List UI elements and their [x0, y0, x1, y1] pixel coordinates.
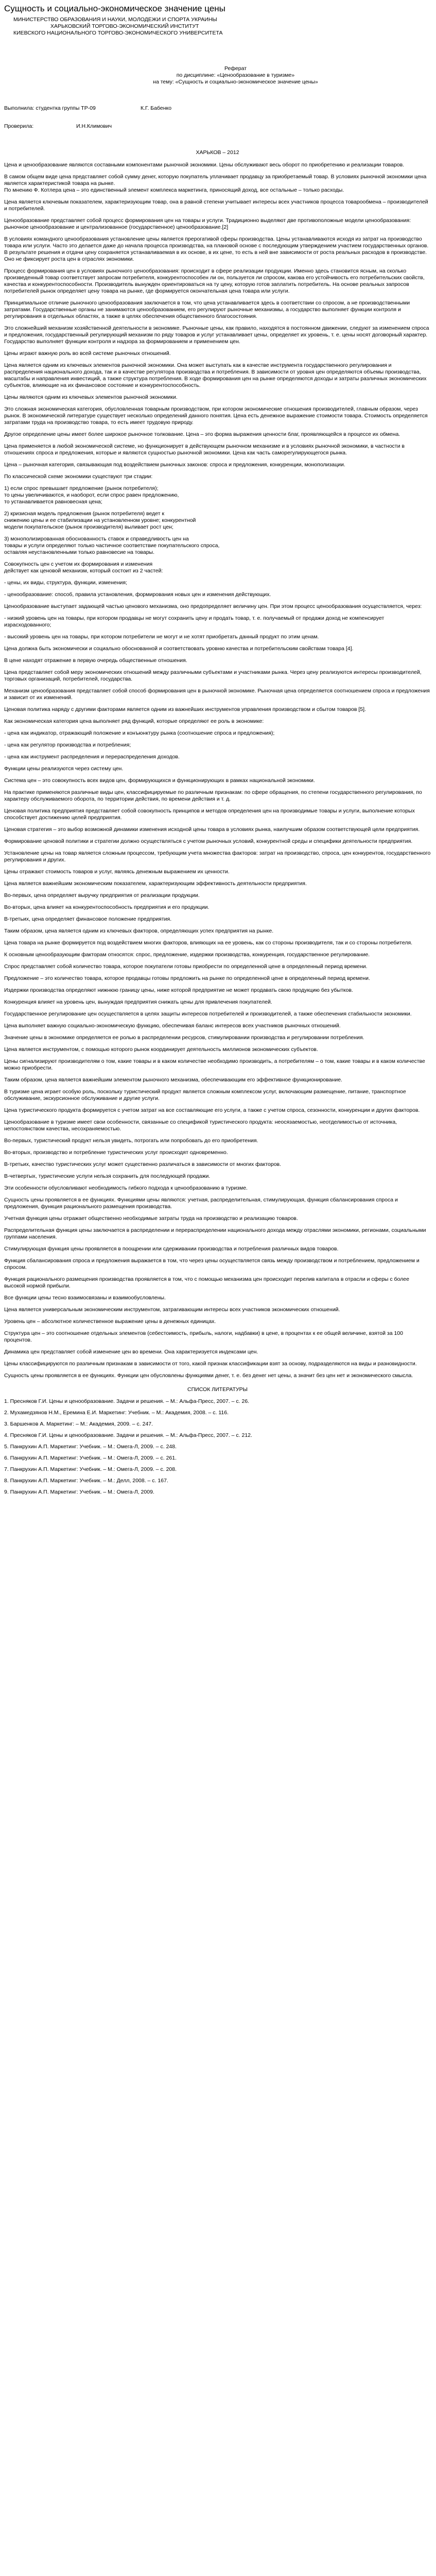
- body-paragraph: Цена должна быть экономически и социально обоснованной и соответствовать уровню качества и потребительским свойствам товара [4].: [4, 646, 354, 652]
- reference-item: 2. Мухамедзянов Н.М., Еремина Е.И. Маркетинг: Учебник. – М.: Академия, 2008. – с. 116.: [4, 1410, 229, 1416]
- body-paragraph: Конкуренция влияет на уровень цен, вынуждая предприятия снижать цены для привлечения покупателей.: [4, 999, 272, 1005]
- reference-item: 7. Панкрухин А.П. Маркетинг: Учебник. – М.: Омега-Л, 2009. – с. 208.: [4, 1466, 177, 1472]
- body-paragraph: - ценообразование: способ, правила установления, формирования новых цен и изменения действующих.: [4, 591, 271, 598]
- body-paragraph: Другое определение цены имеет более широкое рыночное толкование. Цена – это форма выражения ценности благ, проявляющейся в процессе их обмена.: [4, 431, 400, 437]
- references-title: СПИСОК ЛИТЕРАТУРЫ: [187, 1386, 248, 1393]
- performed-label: Выполнила: студентка группы ТР-09: [4, 105, 96, 111]
- body-paragraph: Таким образом, цена является важнейшим элементом рыночного механизма, обеспечивающим его эффективное функционирование.: [4, 1077, 342, 1083]
- body-paragraph: Цены классифицируются по различным признакам в зависимости от того, какой признак классификации взят за основу, подразделяются на виды и разновидности.: [4, 1361, 417, 1367]
- body-paragraph: Цена выполняет важную социально-экономическую функцию, обеспечивая баланс интересов всех участников рыночных отношений.: [4, 1023, 341, 1029]
- body-paragraph: В туризме цена играет особую роль, поскольку туристический продукт является сложным комплексом услуг, включающим размещение, питание, транспортное обслуживание, экскурсионное обслуживание и другие услуги.: [4, 1089, 406, 1101]
- body-paragraph: Цена применяется в любой экономической системе, но функционирует в действующем рыночном механизме и в условиях рыночной экономики, в частности в отношениях спроса и предложения, которые и являются сущностью рыночной экономики. Цена как часть саморегулирующегося рынка.: [4, 443, 405, 456]
- body-paragraph: Ценообразование представляет собой процесс формирования цен на товары и услуги. Традиционно выделяют две противоположные модели ценообразования: рыночное ценообразование и централизованное (государственное) ценообразование.[2]: [4, 217, 411, 230]
- body-paragraph: В самом общем виде цена представляет собой сумму денег, которую покупатель уплачивает продавцу за приобретаемый товар. В условиях рыночной экономики цена является характеристикой товара на рынке. По мнению Ф. Котлера цена – это единственный элемент комплекса маркетинга, приносящий доход, все остальные – только расходы.: [4, 174, 427, 193]
- body-paragraph: Все функции цены тесно взаимосвязаны и взаимообусловлены.: [4, 1295, 166, 1301]
- body-paragraph: Учетная функция цены отражает общественно необходимые затраты труда на производство и реализацию товаров.: [4, 1215, 298, 1222]
- body-paragraph: Динамика цен представляет собой изменение цен во времени. Она характеризуется индексами цен.: [4, 1349, 258, 1355]
- body-paragraph: Функция сбалансирования спроса и предложения выражается в том, что через цены осуществляется связь между производством и потреблением, предложением и спросом.: [4, 1258, 420, 1270]
- body-paragraph: Принципиальное отличие рыночного ценообразования заключается в том, что цена устанавливается здесь в соответствии со спросом, а не производственными затратами. Государственные органы не занимаются ценообразованием, его регулируют рыночные механизмы, а государство выполняет функции контроля и регулирования в отдельных областях, а также в целях обеспечения общественного благосостояния.: [4, 300, 410, 319]
- body-paragraph: Ценообразование в туризме имеет свои особенности, связанные со спецификой туристического продукта: неосязаемостью, неотделимостью от источника, непостоянством качества, несохраняемостью.: [4, 1119, 397, 1132]
- body-paragraph: Издержки производства определяют нижнюю границу цены, ниже которой предприятие не может продавать свою продукцию без убытков.: [4, 987, 353, 993]
- performed-value: К.Г. Бабенко: [141, 105, 172, 111]
- body-paragraph: Уровень цен – абсолютное количественное выражение цены в денежных единицах.: [4, 1318, 216, 1325]
- body-paragraph: Цена товара на рынке формируется под воздействием многих факторов, влияющих на ее уровень, как со стороны производителя, так и со стороны потребителя.: [4, 940, 413, 946]
- body-paragraph: Механизм ценообразования представляет собой способ формирования цен в рыночной экономике. Рыночная цена определяется соотношением спроса и предложения и зависит от их изменений.: [4, 688, 430, 701]
- body-paragraph: - низкий уровень цен на товары, при котором продавцы не могут сохранить цену и продать товар, т. е. получаемый от продажи доход не компенсирует израсходованного;: [4, 615, 385, 628]
- header-line-university: КИЕВСКОГО НАЦИОНАЛЬНОГО ТОРГОВО-ЭКОНОМИЧЕСКОГО УНИВЕРСИТЕТА: [13, 30, 223, 36]
- body-paragraph: - цена как инструмент распределения и перераспределения доходов.: [4, 754, 180, 760]
- topic-line: на тему: «Сущность и социально-экономическое значение цены»: [153, 79, 318, 85]
- body-paragraph: Спрос представляет собой количество товара, которое покупатели готовы приобрести по определенной цене в определенный период времени.: [4, 963, 368, 970]
- body-paragraph: Совокупность цен с учетом их формирования и изменения действует как ценовой механизм, который состоит из 2 частей:: [4, 561, 163, 574]
- page-title: Сущность и социально-экономическое значение цены: [4, 4, 225, 13]
- body-paragraph: Цена является универсальным экономическим инструментом, затрагивающим интересы всех участников экономических отношений.: [4, 1307, 340, 1313]
- body-paragraph: По классической схеме экономики существуют три стадии:: [4, 473, 153, 480]
- body-paragraph: В-третьих, цена определяет финансовое положение предприятия.: [4, 916, 172, 922]
- body-paragraph: Во-первых, цена определяет выручку предприятия от реализации продукции.: [4, 892, 200, 899]
- body-paragraph: 2) кризисная модель предложения (рынок потребителя) ведет к снижению цены и ее стабилизации на установленном уровне; конкурентной модели покупательское (рынок производителя) выливает рост цен;: [4, 511, 196, 530]
- reference-item: 5. Панкрухин А.П. Маркетинг: Учебник. – М.: Омега-Л, 2009. – с. 248.: [4, 1444, 177, 1450]
- body-paragraph: Стимулирующая функция цены проявляется в поощрении или сдерживании производства и потребления различных видов товаров.: [4, 1246, 339, 1252]
- body-paragraph: Во-первых, туристический продукт нельзя увидеть, потрогать или попробовать до его приобретения.: [4, 1138, 258, 1144]
- performed-row: [4, 105, 431, 112]
- body-paragraph: - цена как регулятор производства и потребления;: [4, 742, 131, 748]
- body-paragraph: Цены сигнализируют производителям о том, какие товары и в каком количестве необходимо производить, а потребителям – о том, какие товары и в каком количестве можно приобрести.: [4, 1058, 425, 1071]
- institution-header: [4, 16, 431, 37]
- discipline-line: по дисциплине: «Ценообразование в туризме»: [176, 72, 295, 78]
- reference-item: 9. Панкрухин А.П. Маркетинг: Учебник. – М.: Омега-Л, 2009.: [4, 1489, 154, 1495]
- reference-item: 1. Пресняков Г.И. Цены и ценообразование. Задачи и решения. – М.: Альфа-Пресс, 2007. – с. 26.: [4, 1398, 250, 1404]
- body-paragraph: Функции цены реализуются через систему цен.: [4, 766, 124, 772]
- referat-label: Реферат: [224, 65, 247, 72]
- body-paragraph: Значение цены в экономике определяется ее ролью в распределении ресурсов, стимулировании производства и регулировании потребления.: [4, 1035, 364, 1041]
- body-paragraph: Ценовая политика предприятия представляет собой совокупность принципов и методов определения цен на производимые товары и услуги, выполнение которых способствует достижению целей предприятия.: [4, 808, 415, 821]
- body-paragraph: Это сложная экономическая категория, обусловленная товарным производством, при котором экономические отношения производителей, главным образом, через рынок. В экономической литературе существует несколько определений данного понятия. Цена есть денежное выражение стоимости товара. Стоимость определяется затратами труда на производство товара, то есть имеет трудовую природу.: [4, 406, 428, 426]
- body-paragraph: - высокий уровень цен на товары, при котором потребители не могут и не хотят приобретать данный продукт по этим ценам.: [4, 634, 319, 640]
- body-paragraph: 1) если спрос превышает предложение (рынок потребителя); то цены увеличиваются, и наоборот, если спрос равен предложению, то устанавливается равновесная цена;: [4, 485, 179, 505]
- body-paragraph: Цены играют важную роль во всей системе рыночных отношений.: [4, 350, 171, 357]
- body-paragraph: Это сложнейший механизм хозяйственной деятельности в экономике. Рыночные цены, как правило, находятся в постоянном движении, следуют за изменением спроса и предложения, государственный регулирующий механизм по ряду товаров и услуг устанавливает цены, определяет их уровень, т. е. цены носят договорный характер. Государство выполняет функции контроля и надзора за формированием и применением цен.: [4, 325, 429, 345]
- body-paragraph: Цена туристического продукта формируется с учетом затрат на все составляющие его услуги, а также с учетом спроса, сезонности, конкуренции и других факторов.: [4, 1107, 420, 1113]
- reference-item: 8. Панкрухин А.П. Маркетинг: Учебник. – М.: Делл, 2008. – с. 167.: [4, 1478, 168, 1484]
- body-paragraph: Таким образом, цена является одним из ключевых факторов, определяющих успех предприятия на рынке.: [4, 928, 274, 934]
- body-paragraph: Цена является важнейшим экономическим показателем, характеризующим эффективность деятельности предприятия.: [4, 880, 307, 887]
- body-paragraph: Формирование ценовой политики и стратегии должно осуществляться с учетом рыночных условий, конкурентной среды и специфики деятельности предприятия.: [4, 838, 413, 844]
- header-line-institute: ХАРЬКОВСКИЙ ТОРГОВО-ЭКОНОМИЧЕСКИЙ ИНСТИТУТ: [50, 23, 199, 29]
- body-paragraph: Установление цены на товар является сложным процессом, требующим учета множества факторов: затрат на производство, спроса, цен конкурентов, государственного регулирования и других.: [4, 850, 431, 863]
- body-paragraph: Цены являются одним из ключевых элементов рыночной экономики.: [4, 394, 178, 400]
- checked-label: Проверила:: [4, 123, 34, 129]
- body-paragraph: В цене находят отражение в первую очередь общественные отношения.: [4, 657, 187, 664]
- reference-item: 4. Пресняков Г.И. Цены и ценообразование. Задачи и решения. – М.: Альфа-Пресс, 2007. – с. 212.: [4, 1432, 252, 1438]
- body-paragraph: Распределительная функция цены заключается в распределении и перераспределении национального дохода между отраслями экономики, регионами, социальными группами населения.: [4, 1227, 426, 1240]
- body-paragraph: Государственное регулирование цен осуществляется в целях защиты интересов потребителей и производителей, а также обеспечения стабильности экономики.: [4, 1011, 412, 1017]
- city-year: ХАРЬКОВ – 2012: [196, 149, 239, 156]
- body-paragraph: Предложение – это количество товара, которое продавцы готовы предложить на рынке по определенной цене в определенный период времени.: [4, 975, 370, 981]
- body-paragraph: Цены отражают стоимость товаров и услуг, являясь денежным выражением их ценности.: [4, 869, 230, 875]
- reference-item: 6. Панкрухин А.П. Маркетинг: Учебник. – М.: Омега-Л, 2009. – с. 261.: [4, 1455, 177, 1461]
- body-paragraph: Система цен – это совокупность всех видов цен, формирующихся и функционирующих в рамках национальной экономики.: [4, 777, 315, 784]
- references-list: [4, 1398, 431, 1496]
- checked-value: И.Н.Климович: [76, 123, 112, 129]
- body-paragraph: Ценообразование выступает задающей частью ценового механизма, оно предопределяет величину цен. При этом процесс ценообразования осуществляется, через:: [4, 603, 422, 609]
- body-paragraph: Во-вторых, производство и потребление туристических услуг происходят одновременно.: [4, 1149, 228, 1156]
- reference-item: 3. Баршенков А. Маркетинг: – М.: Академия, 2009. – с. 247.: [4, 1421, 153, 1427]
- body-paragraph: Ценовая политика наряду с другими факторами является одним из важнейших инструментов управления производством и сбытом товаров [5].: [4, 706, 366, 713]
- checked-row: [4, 123, 431, 130]
- body-paragraph: Цена и ценообразование являются составными компонентами рыночной экономики. Цены обслуживают весь оборот по приобретению и реализации товаров.: [4, 162, 405, 168]
- body-paragraph: В-третьих, качество туристических услуг может существенно различаться в зависимости от многих факторов.: [4, 1161, 282, 1167]
- body-paragraph: 3) монополизированная обоснованность ставок и справедливость цен на товары и услуги определяют только частичное соответствие покупательского спроса, оставляя неустановленными только равновесие на товары.: [4, 536, 220, 555]
- body-paragraph: На практике применяются различные виды цен, классифицируемые по различным признакам: по сфере обращения, по степени государственного регулирования, по характеру обслуживаемого оборота, по территории действия, по времени действия и т. д.: [4, 789, 422, 802]
- body-paragraph: Функция рационального размещения производства проявляется в том, что с помощью механизма цен происходит перелив капитала в отрасли и сферы с более высокой нормой прибыли.: [4, 1276, 409, 1289]
- body-paragraph: Во-вторых, цена влияет на конкурентоспособность предприятия и его продукции.: [4, 904, 210, 910]
- body-text: [4, 162, 431, 1379]
- body-paragraph: Цена – рыночная категория, связывающая под воздействием рыночных законов: спроса и предложения, конкуренции, монополизации.: [4, 462, 345, 468]
- body-paragraph: К основным ценообразующим факторам относятся: спрос, предложение, издержки производства, конкуренция, государственное регулирование.: [4, 952, 370, 958]
- body-paragraph: Цена является одним из ключевых элементов рыночной экономики. Она может выступать как в качестве инструмента государственного регулирования и распределения национального дохода, так и в качестве регулятора производства и потребления. В зависимости от уровня цен определяются объемы производства, масштабы и направления инвестиций, а также структура потребления. В ходе формирования цен на рынке определяются доходы и затраты различных экономических субъектов, влияющие на их финансовое состояние и конкурентоспособность.: [4, 362, 427, 388]
- body-paragraph: В-четвертых, туристические услуги нельзя сохранить для последующей продажи.: [4, 1173, 211, 1179]
- body-paragraph: Процесс формирования цен в условиях рыночного ценообразования: происходит в сфере реализации продукции. Именно здесь становится ясным, на сколько произведенный товар соответствует запросам потребителя, конкурентоспособен ли он, пользуется ли спросом, какова его устойчивость его потребительских свойств, качества и конкурентоспособности. Производитель вынужден ориентироваться на ту цену, которую готов заплатить потребитель. На основе реальных запросов потребителей рынок определяет цену товара на рынке, где формируется окончательная цена товара или услуги.: [4, 268, 425, 294]
- body-paragraph: Структура цен – это соотношение отдельных элементов (себестоимость, прибыль, налоги, надбавки) в цене, в процентах к ее общей величине, взятой за 100 процентов.: [4, 1330, 403, 1343]
- body-paragraph: Ценовая стратегия – это выбор возможной динамики изменения исходной цены товара в условиях рынка, наилучшим образом соответствующей цели предприятия.: [4, 826, 420, 833]
- body-paragraph: - цена как индикатор, отражающий положение и конъюнктуру рынка (соотношение спроса и предложения);: [4, 730, 275, 736]
- body-paragraph: Цена представляет собой меру экономических отношений между различными субъектами и участниками рынка. Через цену реализуются интересы производителей, торговых организаций, потребителей, государства.: [4, 669, 422, 682]
- body-paragraph: Сущность цены проявляется в ее функциях. Функциями цены являются: учетная, распределительная, стимулирующая, функция сбалансирования спроса и предложения, функция рационального размещения производства.: [4, 1197, 398, 1210]
- body-paragraph: В условиях командного ценообразования установление цены является прерогативой сферы производства. Цены устанавливаются исходя из затрат на производство товара или услуги. Часто это делается даже до начала процесса производства, на плановой основе с последующим утверждением участием государственных органов. В результате решения и отдачи цену сохраняется устанавливаемая в их основе, в их цене, то есть в ней вне зависимости от роста реальных расходов в производстве. Оно не фиксирует роста цен в отраслях экономики.: [4, 236, 429, 262]
- body-paragraph: Как экономическая категория цена выполняет ряд функций, которые определяют ее роль в экономике:: [4, 718, 264, 724]
- body-paragraph: Эти особенности обусловливают необходимость гибкого подхода к ценообразованию в туризме.: [4, 1185, 248, 1191]
- header-line-ministry: МИНИСТЕРСТВО ОБРАЗОВАНИЯ И НАУКИ, МОЛОДЕЖИ И СПОРТА УКРАИНЫ: [13, 16, 217, 23]
- body-paragraph: - цены, их виды, структура, функции, изменения;: [4, 580, 128, 586]
- body-paragraph: Сущность цены проявляется в ее функциях. Функции цен обусловлены функциями денег, т. е. без денег нет цены, а значит без цен нет и экономического смысла.: [4, 1372, 413, 1379]
- body-paragraph: Цена является инструментом, с помощью которого рынок координирует деятельность миллионов экономических субъектов.: [4, 1046, 318, 1053]
- body-paragraph: Цена является ключевым показателем, характеризующим товар, она в равной степени учитывает интересы всех участников процесса товарообмена – производителей и потребителей.: [4, 199, 428, 212]
